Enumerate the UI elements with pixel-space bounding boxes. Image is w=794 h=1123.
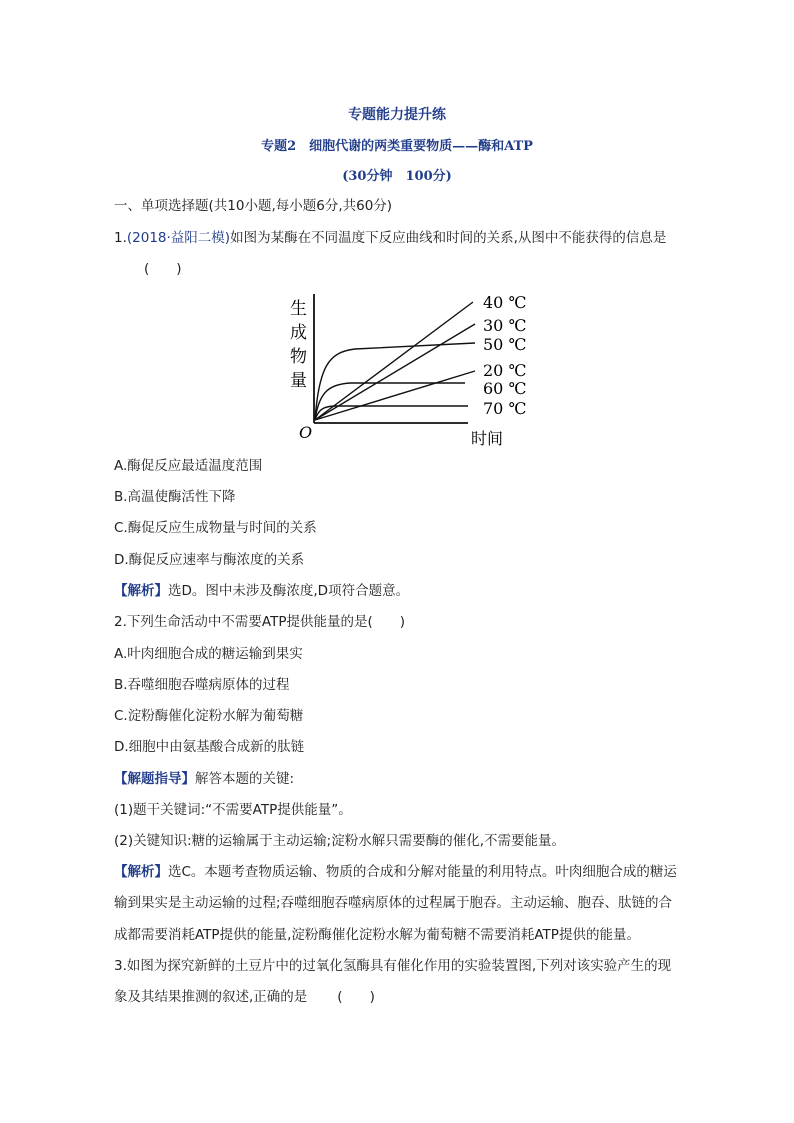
analysis-2 [114, 863, 677, 881]
guide-tag: 【解题指导】 [114, 771, 195, 787]
analysis-2-line-3: 成都需要消耗ATP提供的能量,淀粉酶催化淀粉水解为葡萄糖不需要消耗ATP提供的能量。 [114, 927, 640, 943]
y-axis-label-char: 物 [290, 347, 307, 367]
analysis-2-line-2: 输到果实是主动运输的过程;吞噬细胞吞噬病原体的过程属于胞吞。主动运输、胞吞、肽链的合 [114, 895, 673, 911]
guide-point-1: (1)题干关键词:“不需要ATP提供能量”。 [114, 802, 352, 818]
x-axis-label: 时间 [471, 429, 504, 448]
y-axis-label-char: 量 [290, 371, 307, 391]
question-1-stem [114, 229, 666, 247]
option-c: C.淀粉酶催化淀粉水解为葡萄糖 [114, 708, 304, 724]
answer-blank: ( ) [144, 261, 182, 277]
curve-40c [315, 302, 473, 420]
analysis-tag: 【解析】 [114, 583, 168, 599]
curve-label: 20 ℃ [483, 361, 527, 380]
y-axis-label-char: 生 [290, 299, 307, 319]
guide-point-2: (2)关键知识:糖的运输属于主动运输;淀粉水解只需要酶的催化,不需要能量。 [114, 833, 566, 849]
analysis-1 [114, 582, 409, 600]
solving-guide [114, 770, 294, 788]
document-subtitle: 专题2 细胞代谢的两类重要物质——酶和ATP [261, 139, 533, 154]
option-d: D.细胞中由氨基酸合成新的肽链 [114, 739, 305, 755]
curve-20c [315, 371, 475, 420]
time-score-note: (30分钟 100分) [342, 169, 452, 184]
question-3-stem: 3.如图为探究新鲜的土豆片中的过氧化氢酶具有催化作用的实验装置图,下列对该实验产生的现 [114, 958, 672, 974]
curve-50c [315, 343, 475, 420]
answer-blank: ( ) [337, 989, 375, 1005]
option-a: A.叶肉细胞合成的糖运输到果实 [114, 646, 303, 662]
analysis-tag: 【解析】 [114, 864, 168, 880]
curve-label: 60 ℃ [483, 379, 527, 398]
guide-text: 解答本题的关键: [195, 771, 295, 787]
question-3-stem-line-2 [114, 988, 375, 1006]
option-b: B.吞噬细胞吞噬病原体的过程 [114, 677, 290, 693]
answer-blank: ( ) [367, 614, 406, 630]
origin-label: O [299, 423, 313, 442]
option-b: B.高温使酶活性下降 [114, 489, 236, 505]
y-axis-label-char: 成 [290, 323, 307, 343]
curve-60c [315, 383, 465, 420]
option-c: C.酶促反应生成物量与时间的关系 [114, 520, 317, 536]
question-number: 1. [114, 230, 127, 246]
option-d: D.酶促反应速率与酶浓度的关系 [114, 552, 305, 568]
curve-label: 70 ℃ [483, 399, 527, 418]
question-text: 象及其结果推测的叙述,正确的是 [114, 989, 308, 1005]
curve-label: 50 ℃ [483, 335, 527, 354]
analysis-text: 选C。本题考查物质运输、物质的合成和分解对能量的利用特点。叶肉细胞合成的糖运 [168, 864, 677, 880]
question-2-stem [114, 613, 405, 631]
question-text: 2.下列生命活动中不需要ATP提供能量的是 [114, 614, 368, 630]
curve-label: 40 ℃ [483, 293, 527, 312]
question-text: 如图为某酶在不同温度下反应曲线和时间的关系,从图中不能获得的信息是 [230, 230, 667, 246]
section-heading: 一、单项选择题(共10小题,每小题6分,共60分) [114, 198, 393, 214]
document-title: 专题能力提升练 [348, 107, 446, 123]
question-source: (2018·益阳二模) [126, 230, 231, 246]
analysis-text: 选D。图中未涉及酶浓度,D项符合题意。 [168, 583, 410, 599]
option-a: A.酶促反应最适温度范围 [114, 458, 263, 474]
curve-label: 30 ℃ [483, 316, 527, 335]
enzyme-temperature-figure [285, 286, 545, 450]
